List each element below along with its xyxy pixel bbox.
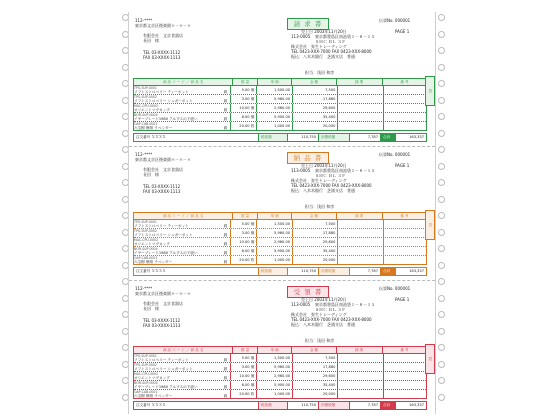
issuer-address-line: 東京都豊島区南池袋１－８－１５ [315, 168, 375, 173]
form-section-red [129, 282, 435, 414]
copy-stub: 控 [425, 344, 435, 374]
doc-number: 伝票No. 000001 [379, 152, 411, 157]
issuer-address: 113-0005 [291, 302, 311, 307]
item-amount: 35,400 [293, 247, 338, 255]
tractor-hole [438, 196, 445, 203]
table-row [134, 220, 426, 229]
tractor-hole [438, 146, 445, 153]
item-unit: 源 [223, 108, 228, 112]
tractor-hole [438, 179, 445, 186]
item-summary [338, 381, 383, 389]
item-price: 1,500.00 [257, 86, 293, 94]
tractor-hole [438, 229, 445, 236]
item-remarks [384, 381, 426, 389]
item-summary [338, 113, 383, 121]
header-cell: 金 額 [292, 213, 336, 219]
item-amount: 7,500 [293, 220, 338, 228]
issuer-bank: 振込：八木木銀行 芝浦支店 普通 [291, 188, 355, 193]
item-name: 六宝樹 懐紙 ラベンダー [134, 126, 173, 130]
item-cell [134, 256, 231, 264]
tractor-hole [438, 328, 445, 335]
order-number: 注文番号 ＸＸＸＸ [134, 134, 259, 141]
item-amount: 20,000 [293, 390, 338, 398]
item-name: オリエントマグカップ [134, 108, 170, 112]
item-price: 2,960.00 [257, 238, 293, 246]
doc-number: 伝票No. 000001 [379, 286, 411, 291]
item-price: 5,960.00 [257, 229, 293, 237]
item-unit: 源 [223, 126, 228, 130]
sender-address: 東京都文京区後楽園＊－＊－＊ [135, 291, 191, 296]
table-header [134, 213, 426, 220]
issuer-tel-fax: TEL 0423-XXX-7000 FAX 0423-XXX-8000 [291, 183, 372, 188]
header-cell: 摘 要 [337, 213, 383, 219]
sender-fax: FAX 03-XXXX-1113 [143, 55, 181, 60]
issuer-address: 113-0005 [291, 168, 311, 173]
line-items-table [133, 346, 427, 399]
item-code: NOR-SUP-0004 [134, 113, 158, 117]
tax-excluded-label: 税抜額 [259, 134, 288, 141]
table-body [134, 86, 426, 130]
table-row [134, 104, 426, 113]
item-amount: 20,000 [293, 122, 338, 130]
tax-label: 消費税額 [319, 134, 350, 141]
item-code: MAC-CPU-0002 [134, 104, 158, 108]
item-summary [338, 122, 383, 130]
item-name: ソフトストロベリー シュガーポット [134, 233, 193, 237]
continuous-form-page [128, 12, 436, 414]
item-cell [134, 104, 231, 112]
tractor-hole [438, 97, 445, 104]
doc-number: 伝票No. 000001 [379, 18, 411, 23]
item-unit: 源 [223, 233, 228, 237]
item-remarks [384, 390, 426, 398]
item-name: ソフトストロベリー シュガーポット [134, 99, 193, 103]
tractor-hole [438, 361, 445, 368]
item-unit: 源 [223, 251, 228, 255]
document-title: 受 領 書 [287, 286, 329, 298]
item-unit: 源 [223, 367, 228, 371]
item-remarks [384, 113, 426, 121]
tax-value: 7,787 [350, 402, 381, 409]
perforation-line [129, 280, 435, 281]
item-summary [338, 220, 383, 228]
tax-label: 消費税額 [319, 402, 350, 409]
item-price: 5,900.00 [257, 113, 293, 121]
item-summary [338, 104, 383, 112]
item-cell [134, 86, 231, 94]
issuer-tel-fax: TEL 0423-XXX-7000 FAX 0423-XXX-8000 [291, 317, 372, 322]
item-name: 六宝樹 懐紙 ラベンダー [134, 394, 173, 398]
item-price: 1,000.00 [257, 390, 293, 398]
item-summary [338, 238, 383, 246]
sender-company: 有限会社 文京食器店 [143, 301, 183, 306]
tractor-hole [438, 113, 445, 120]
order-number: 注文番号 ＸＸＸＸ [134, 268, 259, 275]
form-section-green [129, 14, 435, 146]
tax-value: 7,787 [350, 268, 381, 275]
line-items-table [133, 78, 427, 131]
tractor-hole [438, 394, 445, 401]
item-unit: 源 [223, 358, 228, 362]
item-cell [134, 220, 231, 228]
total-label: 合計 [381, 134, 396, 141]
header-cell: 金 額 [292, 347, 336, 353]
item-name: ソフトストロベリー シュガーポット [134, 367, 193, 371]
totals-row [133, 133, 427, 142]
item-cell [134, 381, 231, 389]
sender-company: 有限会社 文京食器店 [143, 33, 183, 38]
header-cell: 数 量 [233, 79, 258, 85]
item-unit: 源 [223, 99, 228, 103]
item-qty: 10.00 個 [231, 104, 257, 112]
item-summary [338, 95, 383, 103]
table-body [134, 354, 426, 398]
table-header [134, 347, 426, 354]
item-price: 5,960.00 [257, 95, 293, 103]
item-cell [134, 113, 231, 121]
item-summary [338, 390, 383, 398]
item-qty: 6.00 個 [231, 247, 257, 255]
table-row [134, 122, 426, 130]
sender-fax: FAX 03-XXXX-1113 [143, 189, 181, 194]
page-number: PAGE 1 [395, 29, 410, 34]
item-name: ソフトストロベリー ティーポット [134, 358, 189, 362]
table-row [134, 229, 426, 238]
item-cell [134, 363, 231, 371]
sender-postal: 112-**** [135, 152, 153, 157]
issuer-company: 株式会社 弥生トレーディング [291, 312, 347, 317]
tractor-hole [438, 295, 445, 302]
sender-tel: TEL 03-XXXX-1112 [143, 184, 181, 189]
item-qty: 6.00 個 [231, 113, 257, 121]
item-code: TPG-SUP-0002 [134, 95, 157, 99]
sender-person: 長田 様 [143, 38, 159, 43]
item-code: TPG-SUP-0001 [134, 220, 157, 224]
item-summary [338, 247, 383, 255]
item-amount: 17,880 [293, 363, 338, 371]
tractor-hole [438, 31, 445, 38]
table-row [134, 256, 426, 264]
item-remarks [384, 122, 426, 130]
item-amount: 17,880 [293, 229, 338, 237]
tax-label: 消費税額 [319, 268, 350, 275]
header-cell: 備 考 [400, 348, 409, 352]
item-name: ソフトストロベリー ティーポット [134, 90, 189, 94]
table-row [134, 363, 426, 372]
item-name: オリエントマグカップ [134, 376, 170, 380]
order-number: 注文番号 ＸＸＸＸ [134, 402, 259, 409]
issuer-address: 113-0005 [291, 34, 311, 39]
tractor-hole [438, 163, 445, 170]
issuer-company: 株式会社 弥生トレーディング [291, 44, 347, 49]
line-items-table [133, 212, 427, 265]
tractor-hole [438, 14, 445, 21]
item-code: OAP-CAB-0001 [134, 256, 158, 260]
issuer-building: ＳＨＣ ＢＬ ３Ｆ [315, 307, 346, 312]
item-qty: 3.00 個 [231, 229, 257, 237]
sender-address: 東京都文京区後楽園＊－＊－＊ [135, 23, 191, 28]
item-price: 5,900.00 [257, 381, 293, 389]
sales-date: 売上日 2003年11月20日 [301, 297, 347, 302]
item-price: 1,000.00 [257, 122, 293, 130]
table-row [134, 372, 426, 381]
item-summary [338, 372, 383, 380]
item-amount: 20,000 [293, 256, 338, 264]
document-title: 納 品 書 [287, 152, 329, 164]
item-code: OAP-CAB-0001 [134, 390, 158, 394]
item-qty: 20.00 枚 [231, 390, 257, 398]
subtotal-value: 110,750 [288, 402, 319, 409]
item-qty: 6.00 個 [231, 381, 257, 389]
header-cell: 数 量 [233, 213, 258, 219]
tractor-hole [438, 245, 445, 252]
issuer-bank: 振込：八木木銀行 芝浦支店 普通 [291, 54, 355, 59]
item-qty: 5.00 個 [231, 86, 257, 94]
header-cell: 備 考 [400, 214, 409, 218]
item-code: NOR-SUP-0004 [134, 247, 158, 251]
tractor-hole [438, 130, 445, 137]
header-cell: 単 価 [258, 347, 292, 353]
item-amount: 7,500 [293, 86, 338, 94]
item-name: ソフトストロベリー ティーポット [134, 224, 189, 228]
item-code: TPG-SUP-0002 [134, 363, 157, 367]
total-label: 合計 [381, 268, 396, 275]
sender-postal: 112-**** [135, 18, 153, 23]
item-unit: 源 [223, 242, 228, 246]
tractor-hole [438, 80, 445, 87]
item-cell [134, 247, 231, 255]
item-price: 1,000.00 [257, 256, 293, 264]
issuer-tel-fax: TEL 0423-XXX-7000 FAX 0423-XXX-8000 [291, 49, 372, 54]
tractor-hole [438, 278, 445, 285]
item-name: 六宝樹 懐紙 ラベンダー [134, 260, 173, 264]
subtotal-value: 110,750 [288, 134, 319, 141]
item-code: TPG-SUP-0002 [134, 229, 157, 233]
table-header [134, 79, 426, 86]
item-name: オリエントマグカップ [134, 242, 170, 246]
item-price: 5,960.00 [257, 363, 293, 371]
item-remarks [384, 372, 426, 380]
document-title: 請 求 書 [287, 18, 329, 30]
item-summary [338, 354, 383, 362]
item-unit: 源 [223, 394, 228, 398]
item-unit: 源 [223, 90, 228, 94]
sender-company: 有限会社 文京食器店 [143, 167, 183, 172]
tractor-hole [438, 344, 445, 351]
sender-person: 長田 様 [143, 306, 159, 311]
sales-date: 売上日 2003年11月20日 [301, 163, 347, 168]
sender-postal: 112-**** [135, 286, 153, 291]
item-price: 1,500.00 [257, 220, 293, 228]
tractor-hole [438, 47, 445, 54]
tractor-hole [438, 262, 445, 269]
item-name: イヤーブレード1980 アルプスの下絵い [134, 117, 198, 121]
item-cell [134, 354, 231, 362]
item-unit: 源 [223, 117, 228, 121]
item-summary [338, 86, 383, 94]
page-number: PAGE 1 [395, 163, 410, 168]
item-cell [134, 229, 231, 237]
item-amount: 35,400 [293, 381, 338, 389]
item-price: 2,960.00 [257, 372, 293, 380]
item-qty: 20.00 枚 [231, 122, 257, 130]
item-qty: 3.00 個 [231, 363, 257, 371]
totals-row [133, 267, 427, 276]
table-row [134, 354, 426, 363]
item-amount: 29,600 [293, 104, 338, 112]
copy-stub: 控 [425, 76, 435, 106]
issuer-rep: 担当：浅田 和彦 [305, 204, 335, 209]
table-row [134, 247, 426, 256]
sender-fax: FAX 03-XXXX-1113 [143, 323, 181, 328]
item-qty: 10.00 個 [231, 372, 257, 380]
tractor-hole [438, 377, 445, 384]
item-remarks [384, 229, 426, 237]
tax-excluded-label: 税抜額 [259, 402, 288, 409]
item-price: 5,900.00 [257, 247, 293, 255]
sender-address: 東京都文京区後楽園＊－＊－＊ [135, 157, 191, 162]
table-row [134, 381, 426, 390]
total-label: 合計 [381, 402, 396, 409]
header-cell: 数 量 [233, 347, 258, 353]
table-body [134, 220, 426, 264]
totals-row [133, 401, 427, 410]
subtotal-value: 110,750 [288, 268, 319, 275]
item-qty: 10.00 個 [231, 238, 257, 246]
item-cell [134, 238, 231, 246]
item-code: MAC-CPU-0002 [134, 238, 158, 242]
item-amount: 7,500 [293, 354, 338, 362]
item-qty: 3.00 個 [231, 95, 257, 103]
issuer-building: ＳＨＣ ＢＬ ３Ｆ [315, 39, 346, 44]
total-value: 163,337 [409, 403, 424, 407]
item-summary [338, 256, 383, 264]
sender-person: 長田 様 [143, 172, 159, 177]
form-section-orange [129, 148, 435, 280]
item-code: TPG-SUP-0001 [134, 354, 157, 358]
item-qty: 5.00 個 [231, 220, 257, 228]
item-remarks [384, 354, 426, 362]
item-qty: 5.00 個 [231, 354, 257, 362]
header-cell: 備 考 [400, 80, 409, 84]
item-remarks [384, 247, 426, 255]
item-code: TPG-SUP-0001 [134, 86, 157, 90]
sender-tel: TEL 03-XXXX-1112 [143, 318, 181, 323]
item-summary [338, 363, 383, 371]
header-cell: 摘 要 [337, 347, 383, 353]
table-row [134, 113, 426, 122]
item-cell [134, 372, 231, 380]
item-cell [134, 390, 231, 398]
item-price: 2,960.00 [257, 104, 293, 112]
item-cell [134, 122, 231, 130]
copy-stub: 控 [425, 210, 435, 240]
sales-date: 売上日 2003年11月20日 [301, 29, 347, 34]
header-cell: 金 額 [292, 79, 336, 85]
sender-tel: TEL 03-XXXX-1112 [143, 50, 181, 55]
tractor-hole [438, 311, 445, 318]
item-qty: 20.00 枚 [231, 256, 257, 264]
issuer-address-line: 東京都豊島区南池袋１－８－１５ [315, 302, 375, 307]
item-name: イヤーブレード1980 アルプスの下絵い [134, 385, 198, 389]
issuer-bank: 振込：八木木銀行 芝浦支店 普通 [291, 322, 355, 327]
item-remarks [384, 86, 426, 94]
item-code: OAP-CAB-0001 [134, 122, 158, 126]
item-remarks [384, 104, 426, 112]
item-code: NOR-SUP-0004 [134, 381, 158, 385]
item-unit: 源 [223, 224, 228, 228]
item-remarks [384, 256, 426, 264]
header-cell: 商 品 コ ー ド ／ 商 品 名 [134, 79, 233, 85]
item-price: 1,500.00 [257, 354, 293, 362]
item-code: MAC-CPU-0002 [134, 372, 158, 376]
item-unit: 源 [223, 385, 228, 389]
item-unit: 源 [223, 376, 228, 380]
issuer-rep: 担当：浅田 和彦 [305, 338, 335, 343]
item-remarks [384, 238, 426, 246]
tractor-hole [438, 64, 445, 71]
item-amount: 29,600 [293, 372, 338, 380]
item-cell [134, 95, 231, 103]
issuer-address-line: 東京都豊島区南池袋１－８－１５ [315, 34, 375, 39]
table-row [134, 86, 426, 95]
table-row [134, 390, 426, 398]
item-amount: 29,600 [293, 238, 338, 246]
header-cell: 単 価 [258, 79, 292, 85]
total-value: 163,337 [409, 269, 424, 273]
header-cell: 摘 要 [337, 79, 383, 85]
item-summary [338, 229, 383, 237]
item-unit: 源 [223, 260, 228, 264]
item-remarks [384, 220, 426, 228]
header-cell: 商 品 コ ー ド ／ 商 品 名 [134, 213, 233, 219]
issuer-rep: 担当：浅田 和彦 [305, 70, 335, 75]
tax-value: 7,787 [350, 134, 381, 141]
item-remarks [384, 95, 426, 103]
table-row [134, 238, 426, 247]
tax-excluded-label: 税抜額 [259, 268, 288, 275]
issuer-building: ＳＨＣ ＢＬ ３Ｆ [315, 173, 346, 178]
issuer-company: 株式会社 弥生トレーディング [291, 178, 347, 183]
item-amount: 17,880 [293, 95, 338, 103]
header-cell: 商 品 コ ー ド ／ 商 品 名 [134, 347, 233, 353]
item-amount: 35,400 [293, 113, 338, 121]
header-cell: 単 価 [258, 213, 292, 219]
tractor-hole [438, 212, 445, 219]
page-number: PAGE 1 [395, 297, 410, 302]
item-remarks [384, 363, 426, 371]
total-value: 163,337 [409, 135, 424, 139]
right-tractor-holes [436, 0, 446, 420]
table-row [134, 95, 426, 104]
item-name: イヤーブレード1980 アルプスの下絵い [134, 251, 198, 255]
perforation-line [129, 146, 435, 147]
